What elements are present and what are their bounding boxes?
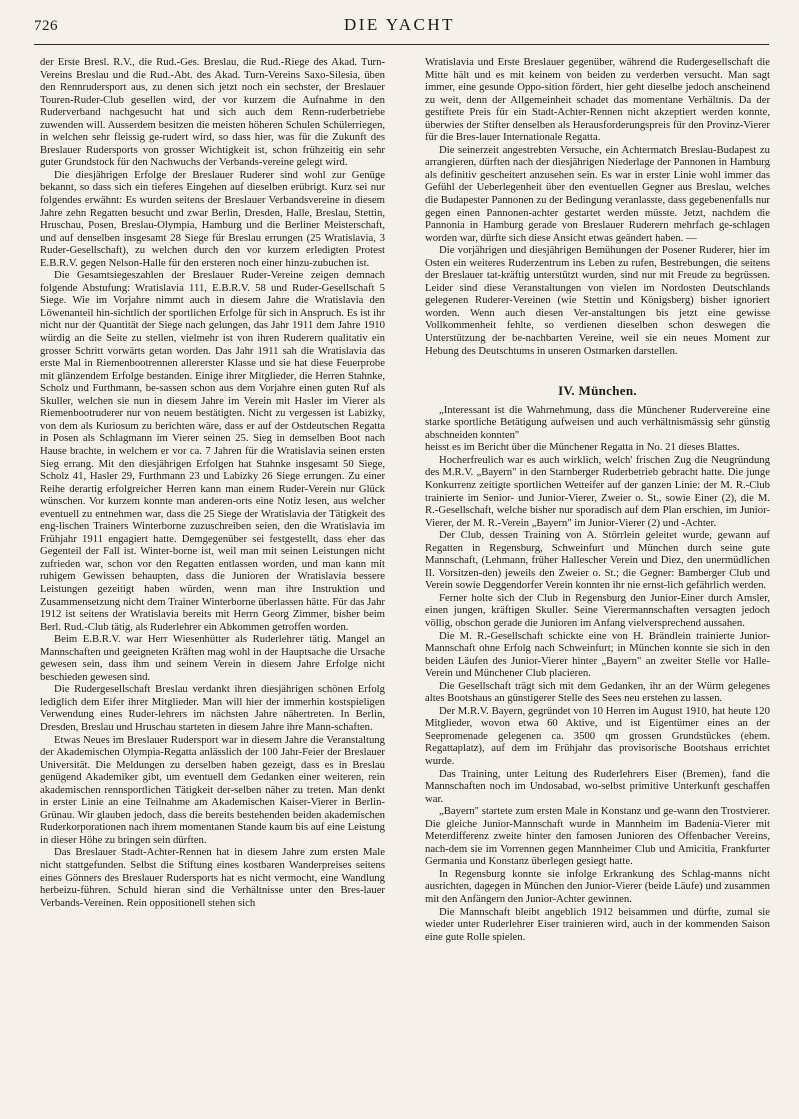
paragraph: Die seinerzeit angestrebten Versuche, ein Achtermatch Breslau-Budapest zu arrangieren, dürften nach der diesjährigen Niederlage der Pannonen in Hamburg als definitiv gescheitert anzusehen sein. Es war in erster Linie wohl immer das Gefühl der Ueberlegenheit über den eventuellen Gegner aus Breslau, welches die Budapester Pannonen zu der Bedingung veranlasste, dass gegebenenfalls nur gegen einen Pannonen-achter gestartet werden müsste. Jetzt, nachdem die Pannonia in Hamburg gerade von Breslauer Ruderern mehrfach ge-schlagen worden war, dürfte sich diese Ansicht etwas geändert haben. — <box>425 143 770 244</box>
paragraph: Das Training, unter Leitung des Ruderlehrers Eiser (Bremen), fand die Mannschaften noch im Undosabad, wo-selbst primitive Unterkunft geschaffen war. <box>425 767 770 805</box>
paragraph: Das Breslauer Stadt-Achter-Rennen hat in diesem Jahre zum ersten Male nicht stattgefunden. Selbst die Stiftung eines kostbaren Wanderpreises seitens eines Gönners des Breslauer Rudersports hat es nicht vermocht, eine Wandlung herbeizu-führen. Schuld hieran sind die Verhältnisse unter den Bres-lauer Verbands-Vereinen. Rein oppositionell stehen sich <box>40 846 385 909</box>
header-rule <box>34 44 769 45</box>
paragraph: Die vorjährigen und diesjährigen Bemühungen der Posener Ruderer, hier im Osten ein weiteres Ruderzentrum ins Leben zu rufen, Bestrebungen, die seitens der Breslauer tat-kräftig unterstützt wurden, sind nur mit Freude zu begrüssen. Leider sind diese Veranstaltungen von vielen im Nordosten Deutschlands gelegenen Ruderer-Vereinen (wie Stettin und Königsberg) bisher ignoriert worden. Wenn auch diesen Ver-anstaltungen bis jetzt eine gewisse Vollkommenheit fehlte, so verdienen dieselben schon deswegen die Unterstützung der be-nachbarten Vereine, weil sie ein neues Moment zur Hebung des Deutschtums in unseren Ostmarken darstellen. <box>425 244 770 357</box>
paragraph: Die diesjährigen Erfolge der Breslauer Ruderer sind wohl zur Genüge bekannt, so dass sich ein tieferes Eingehen auf dieselben erübrigt. Kurz sei nur folgendes erwähnt: Es wurden seitens der Breslauer Verbandsvereine in diesem Jahre zehn Regatten besucht und zwar Berlin, Dresden, Halle, Breslau, Stettin, Hruschau, Posen, Breslau-Olympia, Hamburg und die Berliner Meisterschaft, und auf denselben insgesamt 28 Siege für Breslau errungen (25 Wratislavia, 3 Ruder-Gesellschaft), zu welchen durch den vor kurzem erledigten Protest E.B.R.V. gegen Nelson-Halle für den ersteren noch einer hinzu-zubuchen ist. <box>40 168 385 269</box>
paragraph: Die Gesamtsiegeszahlen der Breslauer Ruder-Vereine zeigen demnach folgende Abstufung: Wratislavia 111, E.B.R.V. 58 und Ruder-Gesellschaft 5 Siege. Wie im Vorjahre nimmt auch in diesem Jahre die Wratislavia den Löwenanteil hin-sichtlich der sportlichen Erfolge für sich in Anspruch. Es ist ihr nicht nur der Quantität der Siege nach gelungen, das Jahr 1911 dem Jahre 1910 würdig an die Seite zu stellen, vielmehr ist von ihren Ruderern qualitativ ein grosser Schritt vorwärts getan worden. Das Jahr 1911 sah die Wratislavia das erste Mal in Riemenbootrennen allererster Klasse und sie hat diese Feuerprobe mit glänzendem Erfolge bestanden. Einige ihrer Mitglieder, die Herren Stahnke, Scholz und Furthmann, be-sassen schon aus dem Vorjahre einen guten Ruf als Skuller, welchen sie nun in diesem Jahre im Verein mit Hasler im Vierer als Riemenbootruderer nur von neuem bestätigten. Nicht zu vergessen ist Labizky, von dem als Kuriosum zu berichten wäre, dass er auf der Ostdeutschen Regatta in Posen als Schlagmann im Vierer seinen 25. Sieg in demselben Boot nach Hause brachte, in welchem er vor ca. 7 Jahren für die Wratislavia seinen ersten Sieg errang. Mit den diesjährigen Erfolgen hat Stahnke insgesamt 50 Siege, Scholz 41, Hasler 29, Furthmann 23 und Labizky 26 Siege errungen. Zu einer Reihe derartig erfolgreicher Herren kann man einem Ruder-Verein nur Glück wünschen. Vor kurzem konnte man anderen-orts eine Notiz lesen, aus welcher eventuell zu entnehmen war, dass die 25 Siege der Wratislavia der Tätigkeit des eng-lischen Trainers Winterborne zuzuschreiben seien, den die Wratislavia im Frühjahr 1911 engagiert hatte. Demgegenüber sei festgestellt, dass eher das Gegenteil der Fall ist. Winter-borne ist, weil man mit seinen Leistungen nicht zufrieden war, schon vor den Regatten entlassen worden, und man kann mit ruhigem Gewissen behaupten, dass die Junioren der Wratislavia bessere Leistungen gezeitigt haben würden, wenn man ihre Instruktion und Zusammensetzung nicht dem Trainer Winterborne überlassen hätte. Für das Jahr 1912 ist seitens der Wratislavia bereits mit Herrn Georg Zimmer, bisher beim Berl. Rud.-Club tätig, als Ruderlehrer ein Abkommen getroffen worden. <box>40 269 385 633</box>
paragraph: Wratislavia und Erste Breslauer gegenüber, während die Rudergesellschaft die Mitte hält und es mit keinem von beiden zu verderben versucht. Man sagt immer, eine gesunde Oppo-sition fördert, hier geht dieselbe jedoch anscheinend zu weit, denn der Allgemeinheit schadet das momentane Verhältnis. Da der gestiftete Preis für ein Stadt-Achter-Rennen nicht akzeptiert werden konnte, überwies der Stifter denselben als Herausforderungspreis für den Provinz-Vierer für die Bres-lauer Internationale Regatta. <box>425 56 770 144</box>
paragraph: „Interessant ist die Wahrnehmung, dass die Münchener Rudervereine eine starke sportliche Betätigung aufweisen und auch verhältnismässig sehr günstig abschneiden konnten" <box>425 403 770 441</box>
paragraph: „Bayern" startete zum ersten Male in Konstanz und ge-wann den Trostvierer. Die gleiche Junior-Mannschaft wurde in Mannheim im Badenia-Vierer mit Meterdifferenz zweite hinter den famosen Junioren des Offenbacher Vereins, nach-dem sie im Vorrennen gegen Mannheimer Club und Amicitia, Frankfurter Germania und Konstanz überlegen gesiegt hatte. <box>425 805 770 868</box>
paragraph: In Regensburg konnte sie infolge Erkrankung des Schlag-manns nicht ausrichten, dagegen in München den Junior-Vierer (beide Läufe) und zusammen mit den Anfängern den Junior-Achter gewinnen. <box>425 867 770 905</box>
page-number: 726 <box>34 18 58 34</box>
paragraph: Der M.R.V. Bayern, gegründet von 10 Herren im August 1910, hat heute 120 Mitglieder, wovon etwa 60 Aktive, und ist Eigentümer eines an der Seepromenade gelegenen ca. 3500 qm grossen Grundstückes (ehem. Regattaplatz), auf dem im Frühjahr das provisorische Bootshaus errichtet wurde. <box>425 704 770 767</box>
left-column <box>40 56 385 909</box>
paragraph: Der Club, dessen Training von A. Störrlein geleitet wurde, gewann auf Regatten in Regensburg, Schweinfurt und München durch seine gute Mannschaft, (Lehmann, früher Hallescher Verein und Diez, den unermüdlichen II. Vorsitzen-den) jeweils den Zweier o. St.; die Gegner: Bamberger Club und Verein sowie Deggendorfer Verein konnten ihr nie ernst-lich gefährlich werden. <box>425 529 770 592</box>
paragraph: der Erste Bresl. R.V., die Rud.-Ges. Breslau, die Rud.-Riege des Akad. Turn-Vereins Breslau und die Rud.-Abt. des Akad. Turn-Vereins Saxo-Silesia, üben den Rennrudersport aus, zu denen sich jetzt noch ein sechster, der Breslauer Touren-Ruder-Club gesellen wird, der vor kurzem die Aufnahme in den Ruderverband nachgesucht hat und sich auch dem Renn-ruderbetriebe zuwenden will. Ausserdem besitzen die meisten höheren Schulen Schülerriegen, in welchen sehr fleissig ge-rudert wird, so dass hier, was für die Zukunft des Breslauer Rudersports von grosser Wichtigkeit ist, schon frühzeitig ein sehr guter Grundstock für den Nachwuchs der Verbands-vereine gelegt wird. <box>40 56 385 169</box>
paragraph: Die Rudergesellschaft Breslau verdankt ihren diesjährigen schönen Erfolg lediglich dem Eifer ihrer Mitglieder. Man will hier der immerhin kostspieligen Verwendung eines Ruder-lehrers im nächsten Jahre nähertreten. In Berlin, Dresden, Breslau und Hruschau starteten in diesem Jahre ihre Mann-schaften. <box>40 683 385 733</box>
paragraph: heisst es im Bericht über die Münchener Regatta in No. 21 dieses Blattes. <box>425 441 740 454</box>
paragraph: Die M. R.-Gesellschaft schickte eine von H. Brändlein trainierte Junior-Mannschaft ohne Erfolg nach Schweinfurt; in München konnte sie sich in den beiden Läufen des Junior-Vierer hinter „Bayern" an zweiter Stelle vor Halle-Verein und Münchener Club placieren. <box>425 629 770 680</box>
running-title: DIE YACHT <box>343 15 456 34</box>
paragraph: Hocherfreulich war es auch wirklich, welch' frischen Zug die Neugründung des M.R.V. „Bayern" in den Starnberger Ruderbetrieb gebracht hatte. Die junge Konkurrenz zeitigte sportlichen Wetteifer auf der ganzen Linie: der M. R.-Club trainierte im Senior- und Junior-Vierer, Zweier o. St., sowie Einer (2), die M. R.-Gesellschaft, welche bisher nur sporadisch auf dem Plan erschien, im Junior-Vierer, der M. R.-Verein „Bayern" im Junior-Vierer (2) und -Achter. <box>425 453 770 529</box>
paragraph: Die Gesellschaft trägt sich mit dem Gedanken, ihr an der Würm gelegenes altes Bootshaus an günstigerer Stelle des Sees neu erstehen zu lassen. <box>425 679 770 705</box>
paragraph: Ferner holte sich der Club in Regensburg den Junior-Einer durch Amsler, einen jungen, kräftigen Skuller. Seine Vierermannschaften versagten jedoch völlig, obschon gerade die Junioren im Anfang vielversprechend aussahen. <box>425 591 770 629</box>
paragraph: Beim E.B.R.V. war Herr Wiesenhütter als Ruderlehrer tätig. Mangel an Mannschaften und geeigneten Kräften mag wohl in der Hauptsache die Ursache gewesen sein, dass ihm und seinem Verein in diesem Jahre Erfolge nicht beschieden gewesen sind. <box>40 633 385 683</box>
right-column <box>425 56 770 943</box>
paragraph: Etwas Neues im Breslauer Rudersport war in diesem Jahre die Veranstaltung der Akademischen Olympia-Regatta anlässlich der 100 Jahr-Feier der Breslauer Universität. Die Meldungen zu derselben haben gezeigt, dass es in Breslau genügend Akademiker gibt, um eventuell dem Gedanken einer weiteren, rein akademischen rennsportlichen Tätigkeit der-selben näher zu treten. Man denkt in erster Linie an eine Teilnahme am Akademischen Kaiser-Vierer in Berlin-Grünau. Wir glauben jedoch, dass die bereits bestehenden beiden akademischen Ruderkorporationen nach ihrem momentanen Stande kaum bis auf eine Leistung in dieser Höhe zu bringen sein dürften. <box>40 733 385 846</box>
section-heading: IV. München. <box>558 383 637 399</box>
paragraph: Die Mannschaft bleibt angeblich 1912 beisammen und dürfte, zumal sie wieder unter Ruderlehrer Eiser trainieren wird, auch in der kommenden Saison eine gute Rolle spielen. <box>425 905 770 943</box>
